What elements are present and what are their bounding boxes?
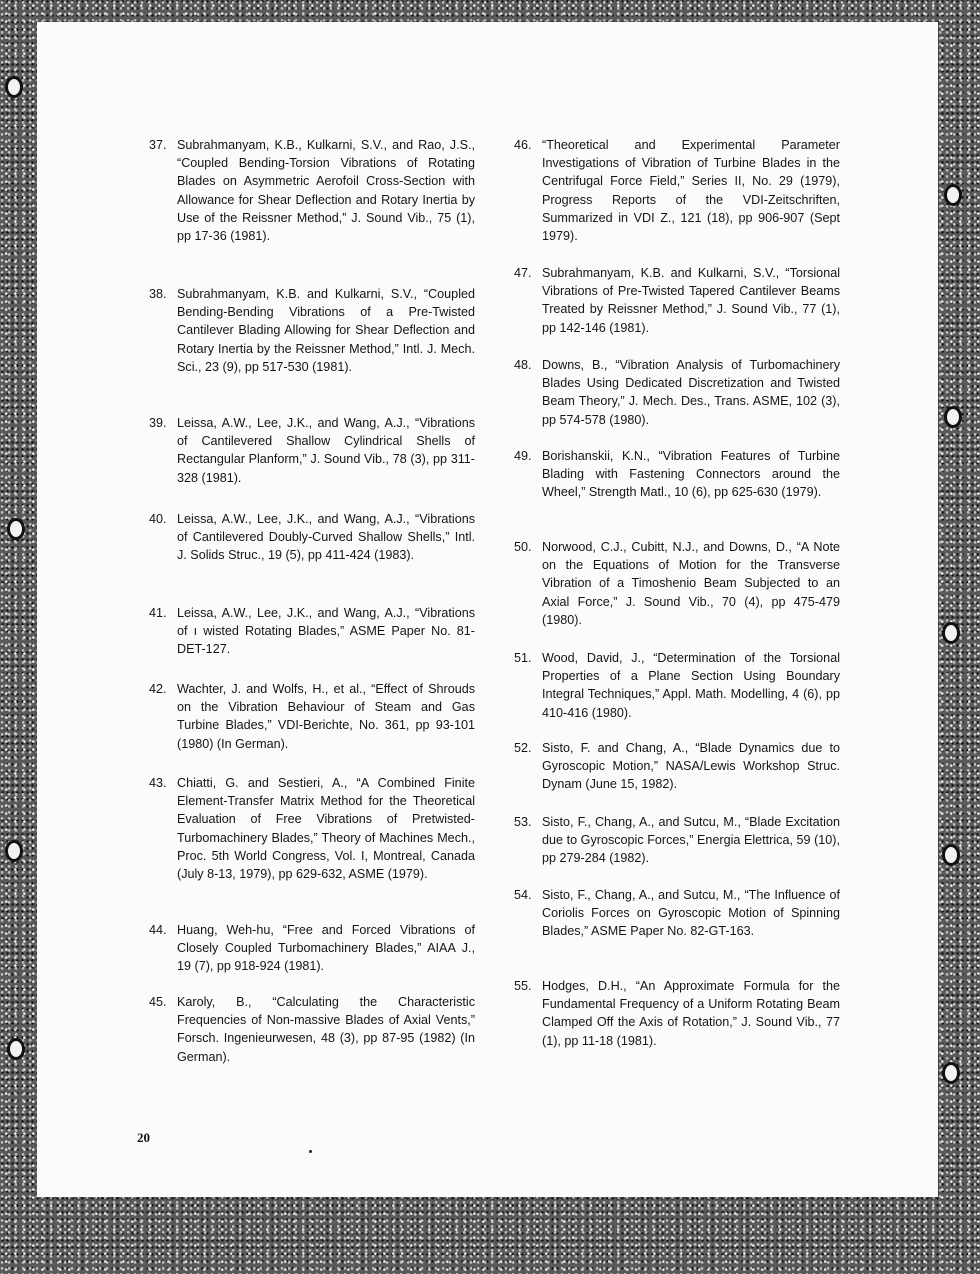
reference-text: “Theoretical and Experimental Parameter Investigations of Vibration of Turbine Blades in the Centrifugal Force Field,” Series II, No. 29 (1979), Progress Reports of the VDI-Zeitschriften, Summarized in VDI Z., 121 (18), pp 906-907 (Sept 1979). bbox=[542, 138, 840, 244]
reference-number: 40. bbox=[149, 512, 167, 526]
reference-entry bbox=[149, 414, 475, 487]
binding-hole-mark bbox=[944, 184, 962, 206]
reference-text: Chiatti, G. and Sestieri, A., “A Combined Finite Element-Transfer Matrix Method for the Theoretical Evaluation of Free Vibrations of Pretwisted-Turbomachinery Blades,” Theory of Machines Mech., Proc. 5th World Congress, Vol. I, Montreal, Canada (July 8-13, 1979), pp 629-632, ASME (1979). bbox=[177, 776, 475, 882]
reference-entry bbox=[514, 447, 840, 502]
reference-entry bbox=[514, 886, 840, 941]
reference-entry bbox=[514, 649, 840, 722]
reference-number: 39. bbox=[149, 416, 167, 430]
reference-text: Leissa, A.W., Lee, J.K., and Wang, A.J., “Vibrations of Cantilevered Doubly-Curved Shallow Shells,” Intl. J. Solids Struc., 19 (5), pp 411-424 (1983). bbox=[177, 512, 475, 563]
reference-text: Sisto, F., Chang, A., and Sutcu, M., “The Influence of Coriolis Forces on Gyroscopic Motion of Spinning Blades,” ASME Paper No. 82-GT-163. bbox=[542, 888, 840, 939]
reference-text: Subrahmanyam, K.B. and Kulkarni, S.V., “Coupled Bending-Bending Vibrations of a Pre-Twisted Cantilever Blading Allowing for Shear Deflection and Rotary Inertia by the Reissner Method,” Intl. J. Mech. Sci., 23 (9), pp 517-530 (1981). bbox=[177, 287, 475, 374]
speck-mark bbox=[309, 1150, 312, 1153]
reference-entry bbox=[514, 739, 840, 794]
reference-entry bbox=[149, 136, 475, 245]
reference-text: Karoly, B., “Calculating the Characteristic Frequencies of Non-massive Blades of Axial Vents,” Forsch. Ingenieurwesen, 48 (3), pp 87-95 (1982) (In German). bbox=[177, 995, 475, 1064]
binding-hole-mark bbox=[942, 1062, 960, 1084]
reference-number: 54. bbox=[514, 888, 532, 902]
binding-hole-mark bbox=[7, 1038, 25, 1060]
reference-text: Downs, B., “Vibration Analysis of Turbomachinery Blades Using Dedicated Discretization and Twisted Beam Theory,” J. Mech. Des., Trans. ASME, 102 (3), pp 574-578 (1980). bbox=[542, 358, 840, 427]
reference-text: Leissa, A.W., Lee, J.K., and Wang, A.J., “Vibrations of ı wisted Rotating Blades,” ASME Paper No. 81-DET-127. bbox=[177, 606, 475, 657]
reference-entry bbox=[149, 993, 475, 1066]
reference-number: 44. bbox=[149, 923, 167, 937]
reference-entry bbox=[514, 264, 840, 337]
reference-number: 48. bbox=[514, 358, 532, 372]
reference-number: 47. bbox=[514, 266, 532, 280]
reference-number: 49. bbox=[514, 449, 532, 463]
binding-hole-mark bbox=[942, 844, 960, 866]
binding-hole-mark bbox=[942, 622, 960, 644]
reference-entry bbox=[514, 136, 840, 245]
reference-entry bbox=[514, 538, 840, 629]
document-page bbox=[37, 22, 938, 1197]
binding-hole-mark bbox=[7, 518, 25, 540]
reference-text: Subrahmanyam, K.B., Kulkarni, S.V., and Rao, J.S., “Coupled Bending-Torsion Vibrations of Rotating Blades on Asymmetric Aerofoil Cross-Section with Allowance for Shear Deflection and Rotary Inertia by Use of the Reissner Method,” J. Sound Vib., 75 (1), pp 17-36 (1981). bbox=[177, 138, 475, 244]
binding-hole-mark bbox=[5, 76, 23, 98]
reference-number: 41. bbox=[149, 606, 167, 620]
reference-number: 55. bbox=[514, 979, 532, 993]
page-number: 20 bbox=[137, 1130, 150, 1145]
reference-number: 51. bbox=[514, 651, 532, 665]
reference-text: Wachter, J. and Wolfs, H., et al., “Effect of Shrouds on the Vibration Behaviour of Steam and Gas Turbine Blades,” VDI-Berichte, No. 361, pp 93-101 (1980) (In German). bbox=[177, 682, 475, 751]
reference-entry bbox=[149, 604, 475, 659]
reference-number: 38. bbox=[149, 287, 167, 301]
binding-hole-mark bbox=[5, 840, 23, 862]
reference-entry bbox=[514, 813, 840, 868]
reference-number: 37. bbox=[149, 138, 167, 152]
reference-entry bbox=[149, 774, 475, 883]
reference-text: Sisto, F. and Chang, A., “Blade Dynamics due to Gyroscopic Motion,” NASA/Lewis Workshop Struc. Dynam (June 15, 1982). bbox=[542, 741, 840, 792]
reference-text: Huang, Weh-hu, “Free and Forced Vibrations of Closely Coupled Turbomachinery Blades,” AIAA J., 19 (7), pp 918-924 (1981). bbox=[177, 923, 475, 974]
reference-number: 50. bbox=[514, 540, 532, 554]
reference-entry bbox=[149, 680, 475, 753]
reference-text: Wood, David, J., “Determination of the Torsional Properties of a Plane Section Using Boundary Integral Techniques,” Appl. Math. Modelling, 4 (6), pp 410-416 (1980). bbox=[542, 651, 840, 720]
reference-entry bbox=[149, 285, 475, 376]
reference-text: Leissa, A.W., Lee, J.K., and Wang, A.J., “Vibrations of Cantilevered Shallow Cylindrical Shells of Rectangular Planform,” J. Sound Vib., 78 (3), pp 311-328 (1981). bbox=[177, 416, 475, 485]
reference-entry bbox=[149, 921, 475, 976]
reference-text: Sisto, F., Chang, A., and Sutcu, M., “Blade Excitation due to Gyroscopic Forces,” Energia Elettrica, 59 (10), pp 279-284 (1982). bbox=[542, 815, 840, 866]
reference-text: Borishanskii, K.N., “Vibration Features of Turbine Blading with Fastening Connectors around the Wheel,” Strength Matl., 10 (6), pp 625-630 (1979). bbox=[542, 449, 840, 500]
reference-number: 43. bbox=[149, 776, 167, 790]
reference-text: Norwood, C.J., Cubitt, N.J., and Downs, D., “A Note on the Equations of Motion for the Transverse Vibration of a Timoshenio Beam Subjected to an Axial Force,” J. Sound Vib., 70 (4), pp 475-479 (1980). bbox=[542, 540, 840, 627]
reference-number: 46. bbox=[514, 138, 532, 152]
reference-number: 52. bbox=[514, 741, 532, 755]
reference-number: 53. bbox=[514, 815, 532, 829]
reference-entry bbox=[149, 510, 475, 565]
binding-hole-mark bbox=[944, 406, 962, 428]
reference-number: 45. bbox=[149, 995, 167, 1009]
reference-text: Hodges, D.H., “An Approximate Formula for the Fundamental Frequency of a Uniform Rotating Beam Clamped Off the Axis of Rotation,” J. Sound Vib., 77 (1), pp 11-18 (1981). bbox=[542, 979, 840, 1048]
reference-entry bbox=[514, 356, 840, 429]
reference-entry bbox=[514, 977, 840, 1050]
reference-number: 42. bbox=[149, 682, 167, 696]
reference-text: Subrahmanyam, K.B. and Kulkarni, S.V., “Torsional Vibrations of Pre-Twisted Tapered Cantilever Beams Treated by Reissner Method,” J. Sound Vib., 77 (1), pp 142-146 (1981). bbox=[542, 266, 840, 335]
